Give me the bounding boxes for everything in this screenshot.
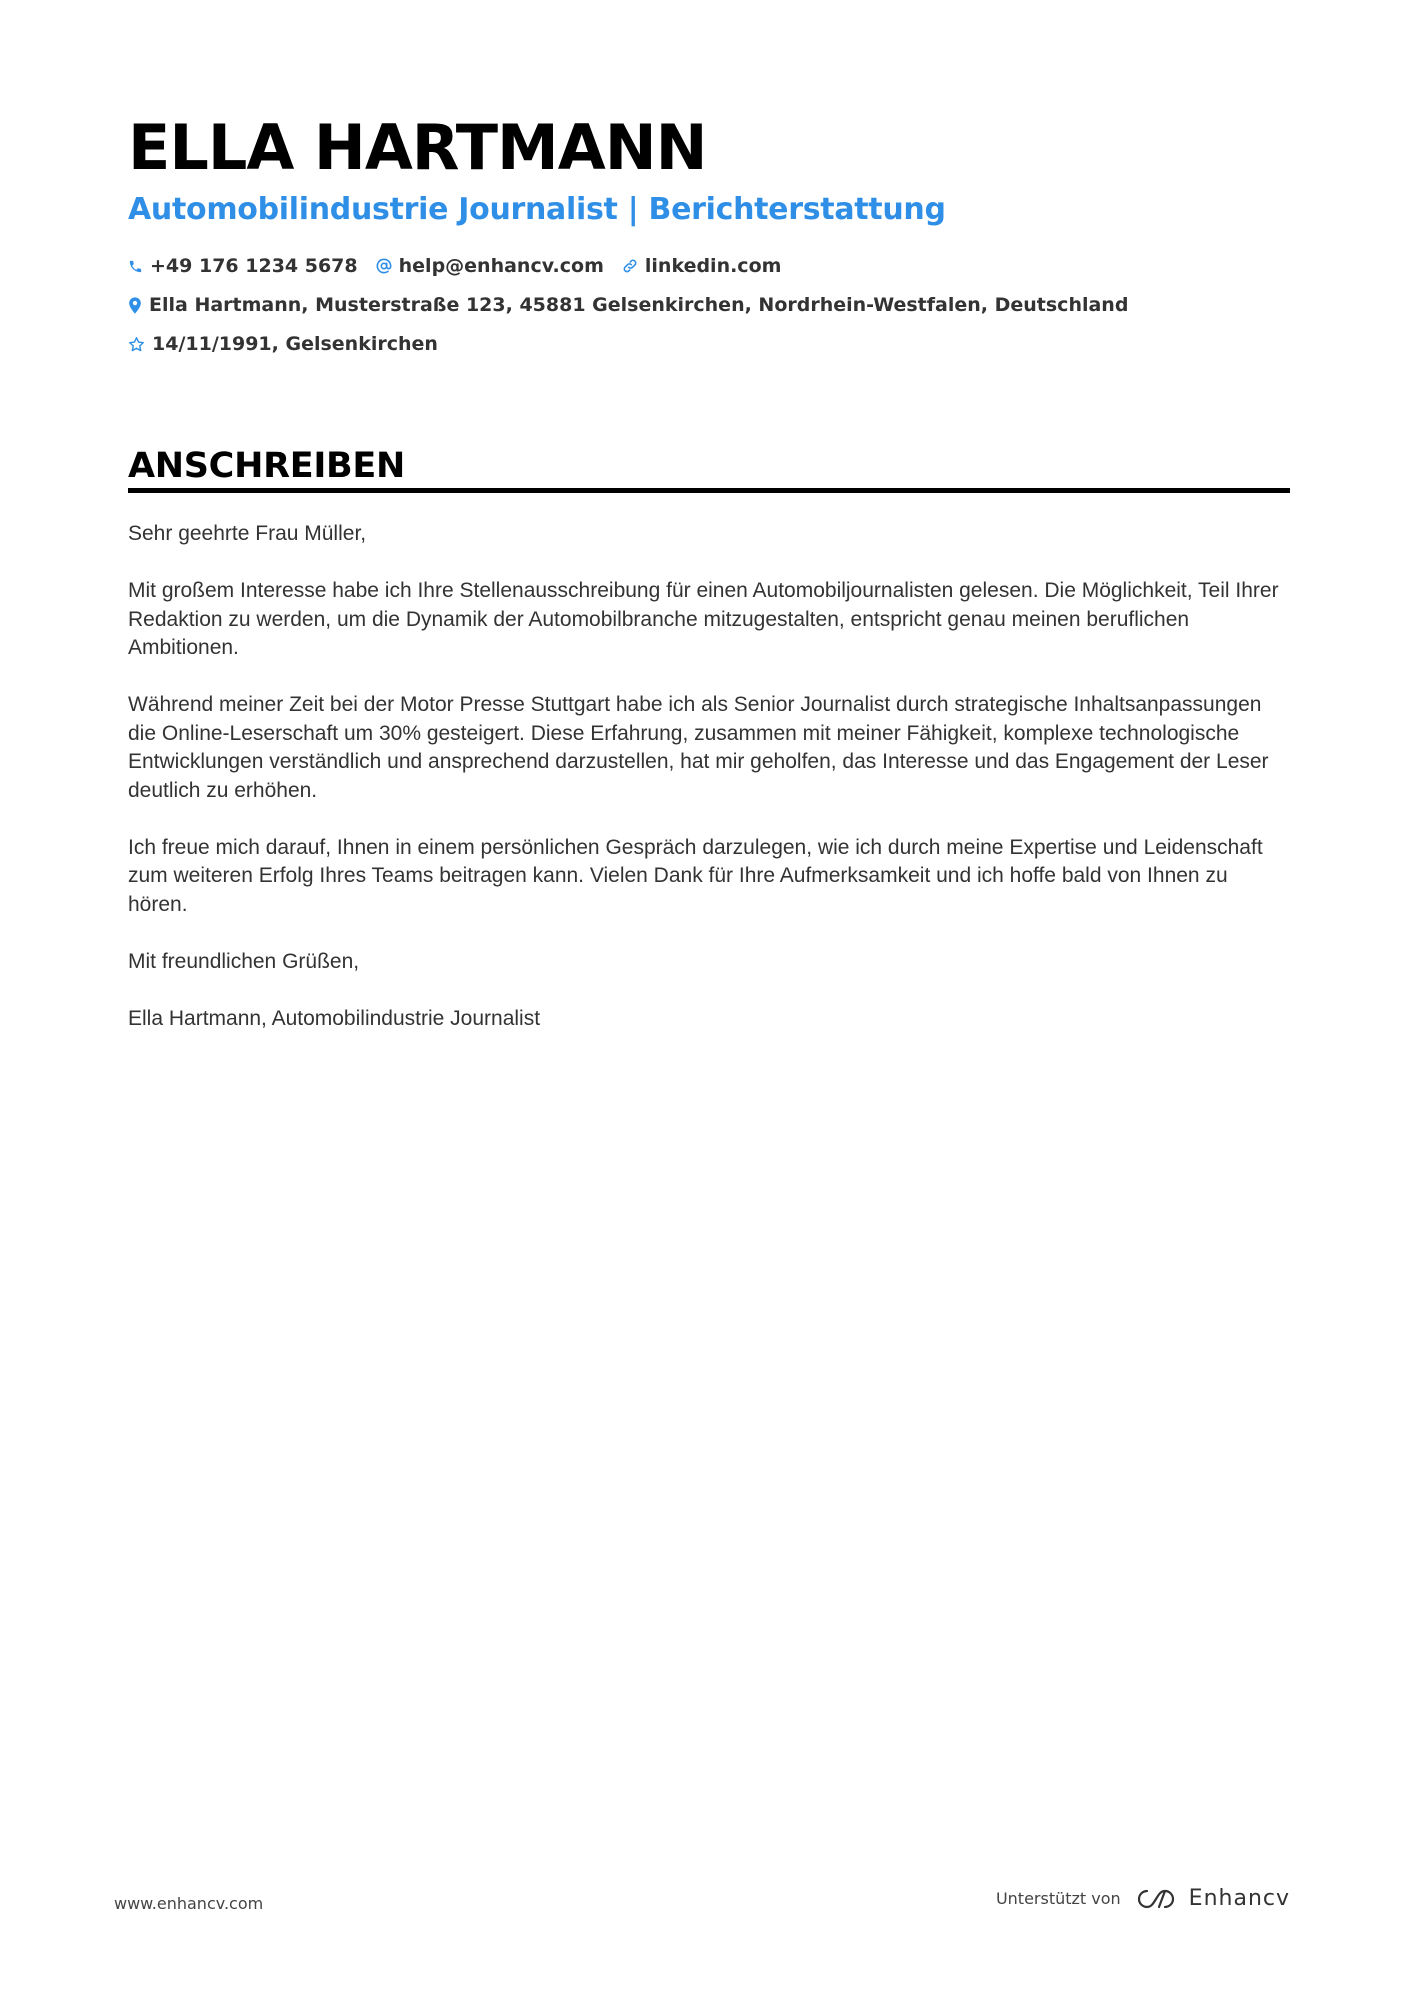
- brand-name: Enhancv: [1188, 1886, 1290, 1911]
- powered-by-label: Unterstützt von: [995, 1889, 1121, 1908]
- contact-row-3: [128, 330, 456, 358]
- candidate-name: ELLA HARTMANN: [128, 111, 707, 184]
- contact-email[interactable]: [376, 255, 604, 277]
- contact-birth: [128, 333, 438, 355]
- phone-icon: [128, 259, 143, 274]
- location-pin-icon: [128, 297, 142, 314]
- candidate-title: Automobilindustrie Journalist | Berichterstattung: [128, 192, 946, 227]
- contact-row-2: [128, 291, 1146, 319]
- email-text: help@enhancv.com: [398, 255, 604, 277]
- contact-linkedin[interactable]: [622, 255, 782, 277]
- letter-body: [128, 520, 1290, 1062]
- section-divider: [128, 488, 1290, 493]
- contact-address: [128, 294, 1128, 316]
- link-icon: [622, 258, 638, 274]
- letter-paragraph: Mit großem Interesse habe ich Ihre Stellenausschreibung für einen Automobiljournalisten gelesen. Die Möglichkeit, Teil Ihrer Redaktion zu werden, um die Dynamik der Automobilbranche mitzugestalten, entspricht genau meinen beruflichen Ambitionen.: [128, 579, 1279, 659]
- contact-row-1: [128, 252, 799, 280]
- phone-text: +49 176 1234 5678: [150, 255, 358, 277]
- letter-paragraph: Während meiner Zeit bei der Motor Presse Stuttgart habe ich als Senior Journalist durch strategische Inhaltsanpassungen die Online-Leserschaft um 30% gesteigert. Diese Erfahrung, zusammen mit meiner Fähigkeit, komplexe technologische Entwicklungen verständlich und ansprechend darzustellen, hat mir geholfen, das Interesse und das Engagement der Leser deutlich zu erhöhen.: [128, 693, 1269, 802]
- birth-text: 14/11/1991, Gelsenkirchen: [152, 333, 438, 355]
- letter-salutation: Sehr geehrte Frau Müller,: [128, 522, 367, 545]
- letter-paragraph: Ich freue mich darauf, Ihnen in einem persönlichen Gespräch darzulegen, wie ich durch meine Expertise und Leidenschaft zum weiteren Erfolg Ihres Teams beitragen kann. Vielen Dank für Ihre Aufmerksamkeit und ich hoffe bald von Ihnen zu hören.: [128, 835, 1263, 916]
- star-icon: [128, 336, 145, 353]
- linkedin-text: linkedin.com: [644, 255, 782, 277]
- footer-url[interactable]: www.enhancv.com: [114, 1894, 264, 1913]
- footer-brand[interactable]: [996, 1886, 1290, 1911]
- address-text: Ella Hartmann, Musterstraße 123, 45881 Gelsenkirchen, Nordrhein-Westfalen, Deutschland: [149, 294, 1129, 316]
- at-icon: [376, 258, 392, 274]
- letter-signature: Ella Hartmann, Automobilindustrie Journalist: [128, 1006, 541, 1030]
- section-title: ANSCHREIBEN: [128, 446, 406, 486]
- letter-closing: Mit freundlichen Grüßen,: [128, 949, 360, 973]
- enhancv-logo-icon: [1133, 1887, 1179, 1911]
- contact-phone[interactable]: [128, 255, 358, 277]
